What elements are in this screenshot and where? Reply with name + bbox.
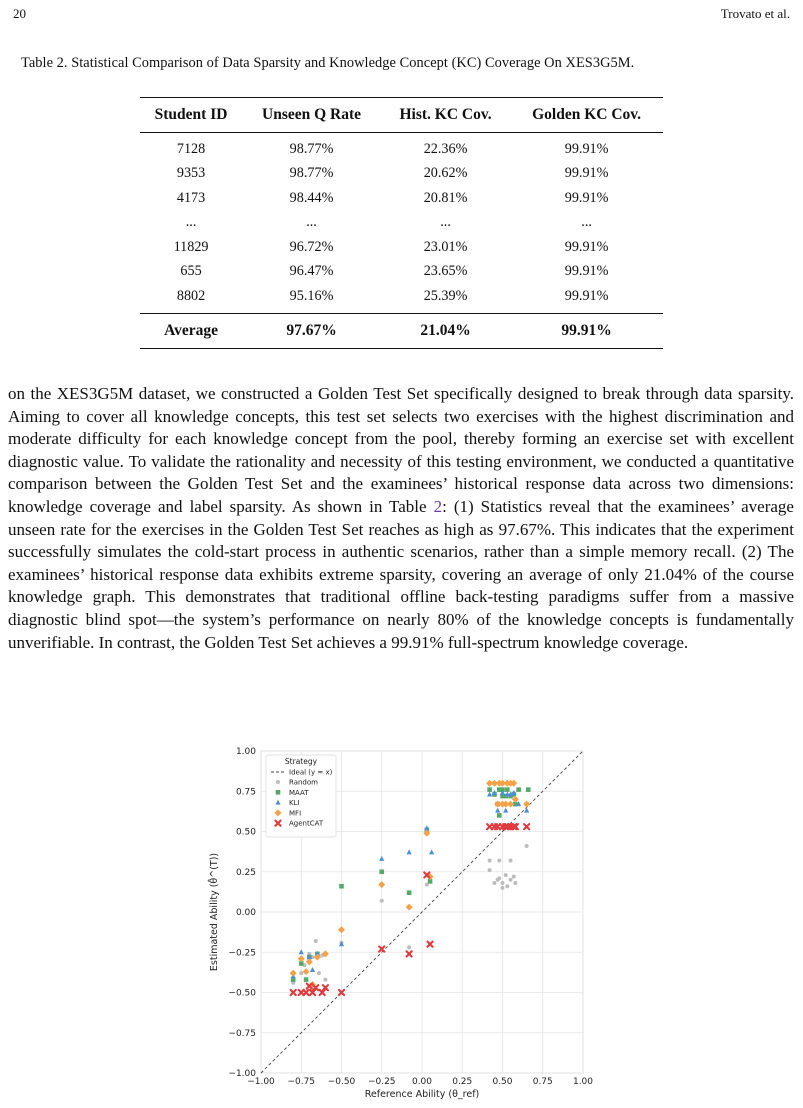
- data-point: [513, 881, 517, 885]
- table-row: [140, 133, 663, 162]
- table-cell: 99.91%: [564, 263, 609, 280]
- table-cell: 8802: [176, 287, 206, 304]
- data-point: [276, 790, 281, 795]
- page-number: 20: [13, 6, 26, 21]
- comparison-table: [140, 97, 663, 349]
- data-point: [525, 844, 529, 848]
- table-cell: ...: [185, 214, 197, 231]
- table-row: [140, 162, 663, 187]
- data-point: [299, 971, 303, 975]
- table-cell: 25.39%: [423, 287, 468, 304]
- table-cell: 11829: [173, 238, 209, 255]
- x-tick-label: 0.00: [411, 1077, 433, 1087]
- column-header: Student ID: [140, 98, 242, 133]
- legend-label: Random: [289, 778, 318, 787]
- x-tick-label: −0.50: [327, 1077, 356, 1087]
- data-point: [512, 875, 516, 879]
- data-point: [505, 787, 510, 792]
- data-point: [276, 780, 280, 784]
- table-cell: 23.65%: [423, 263, 468, 280]
- table-row: [140, 235, 663, 260]
- page-header: [13, 6, 790, 22]
- legend-label: MFI: [289, 809, 302, 818]
- table-cell: 9353: [176, 165, 206, 182]
- table-cell: 655: [180, 263, 202, 280]
- y-tick-label: −0.75: [228, 1028, 256, 1039]
- data-point: [304, 977, 309, 982]
- column-header: Unseen Q Rate: [242, 98, 381, 133]
- data-point: [407, 890, 412, 895]
- legend: [266, 755, 336, 837]
- y-tick-label: −1.00: [228, 1069, 256, 1079]
- data-point: [504, 873, 508, 877]
- data-point: [509, 878, 513, 882]
- table-cell: 99.91%: [510, 313, 663, 348]
- y-tick-label: 0.75: [235, 787, 256, 798]
- data-point: [487, 787, 492, 792]
- data-point: [505, 884, 509, 888]
- legend-label: KLI: [289, 799, 300, 808]
- column-header: Golden KC Cov.: [510, 98, 663, 133]
- table-cell: 7128: [176, 140, 206, 157]
- table-cell: 4173: [176, 189, 206, 206]
- table-cell: 21.04%: [381, 313, 510, 348]
- data-point: [497, 813, 502, 818]
- legend-label: MAAT: [289, 788, 309, 797]
- table-cell: 20.81%: [423, 189, 468, 206]
- table-cell: Average: [140, 313, 242, 348]
- table-row: [140, 211, 663, 236]
- data-point: [317, 971, 321, 975]
- table-header-row: [140, 98, 663, 133]
- data-point: [516, 787, 521, 792]
- table-cell: 99.91%: [564, 140, 609, 157]
- table-caption: Table 2. Statistical Comparison of Data Sparsity and Knowledge Concept (KC) Coverage On XES3G5M.: [21, 55, 635, 71]
- scatter-chart: [200, 747, 600, 1105]
- body-text: on the XES3G5M dataset, we constructed a Golden Test Set specifically designed to break through data sparsity. Aiming to cover all knowledge concepts, this test set selects two exercises with the highest discrimination and moderate difficulty for each knowledge concept from the pool, thereby forming an exercise set with excellent diagnostic value. To validate the rationality and necessity of this testing environment, we conducted a quantitative comparison between the Golden Test Set and the examinees’ historical response data across two dimensions: knowledge coverage and label sparsity. As shown in Table: [8, 384, 794, 516]
- table-cell: ...: [306, 214, 317, 231]
- data-point: [379, 869, 384, 874]
- y-tick-label: −0.25: [228, 948, 256, 959]
- table-cell: ...: [581, 214, 592, 231]
- y-axis-label: Estimated Ability (θ̂^(T)): [209, 852, 220, 972]
- data-point: [407, 945, 411, 949]
- table-row: [140, 186, 663, 211]
- x-tick-label: 1.00: [572, 1077, 594, 1087]
- data-point: [526, 787, 531, 792]
- table-cell: ...: [440, 214, 451, 231]
- y-tick-label: 0.50: [235, 827, 256, 838]
- data-point: [380, 899, 384, 903]
- legend-label: AgentCAT: [289, 819, 324, 828]
- table-cell: 22.36%: [423, 140, 468, 157]
- column-header: Hist. KC Cov.: [381, 98, 510, 133]
- table-cell: 99.91%: [564, 238, 609, 255]
- data-point: [501, 886, 505, 890]
- y-tick-label: 1.00: [235, 747, 256, 757]
- x-tick-label: −1.00: [247, 1077, 275, 1087]
- x-tick-label: 0.50: [492, 1077, 513, 1087]
- table-cell: 98.77%: [289, 140, 334, 157]
- table-cell: 97.67%: [242, 313, 381, 348]
- body-text: : (1) Statistics reveal that the examinees’ average unseen rate for the exercises in the Golden Test Set reaches as high as 97.67%. This indicates that the experiment successfully simulates the cold-start process in authentic scenarios, rather than a simple memory recall. (2) The examinees’ historical response data exhibits extreme sparsity, covering an average of only 21.04% of the course knowledge graph. This demonstrates that traditional offline back-testing paradigms suffer from a massive diagnostic blind spot—the system’s performance on nearly 80% of the knowledge concepts is fundamentally unverifiable. In contrast, the Golden Test Set achieves a 99.91% full-spectrum knowledge coverage.: [8, 496, 794, 652]
- table-cell: 20.62%: [423, 165, 468, 182]
- data-point: [339, 884, 344, 889]
- table-cell: 96.47%: [289, 263, 334, 280]
- x-axis-label: Reference Ability (θ_ref): [364, 1089, 480, 1100]
- x-tick-label: −0.75: [287, 1077, 316, 1087]
- legend-label: Ideal (y = x): [289, 768, 333, 777]
- table-cell: 98.44%: [289, 189, 334, 206]
- table-average-row: [140, 313, 663, 348]
- data-point: [497, 876, 501, 880]
- table-row: [140, 284, 663, 313]
- data-point: [314, 939, 318, 943]
- x-tick-label: 0.75: [532, 1077, 553, 1087]
- data-point: [501, 881, 505, 885]
- table-cell: 99.91%: [564, 189, 609, 206]
- body-paragraph: [8, 383, 794, 654]
- running-head: Trovato et al.: [720, 6, 790, 21]
- y-tick-label: −0.50: [228, 988, 256, 999]
- data-point: [497, 858, 501, 862]
- data-point: [492, 881, 496, 885]
- table-reference-link[interactable]: 2: [433, 496, 443, 516]
- table-cell: 99.91%: [564, 165, 609, 182]
- y-tick-label: 0.25: [235, 867, 256, 878]
- table-cell: 98.77%: [289, 165, 334, 182]
- table-cell: 96.72%: [289, 238, 334, 255]
- table-row: [140, 260, 663, 285]
- legend-title: Strategy: [284, 757, 318, 766]
- data-point: [509, 858, 513, 862]
- x-tick-label: 0.25: [452, 1077, 473, 1087]
- data-point: [488, 858, 492, 862]
- table-cell: 23.01%: [423, 238, 468, 255]
- data-point: [323, 978, 327, 982]
- x-tick-label: −0.25: [367, 1077, 396, 1087]
- y-tick-label: 0.00: [235, 908, 256, 918]
- data-point: [488, 868, 492, 872]
- table-cell: 95.16%: [289, 287, 334, 304]
- table-cell: 99.91%: [564, 287, 609, 304]
